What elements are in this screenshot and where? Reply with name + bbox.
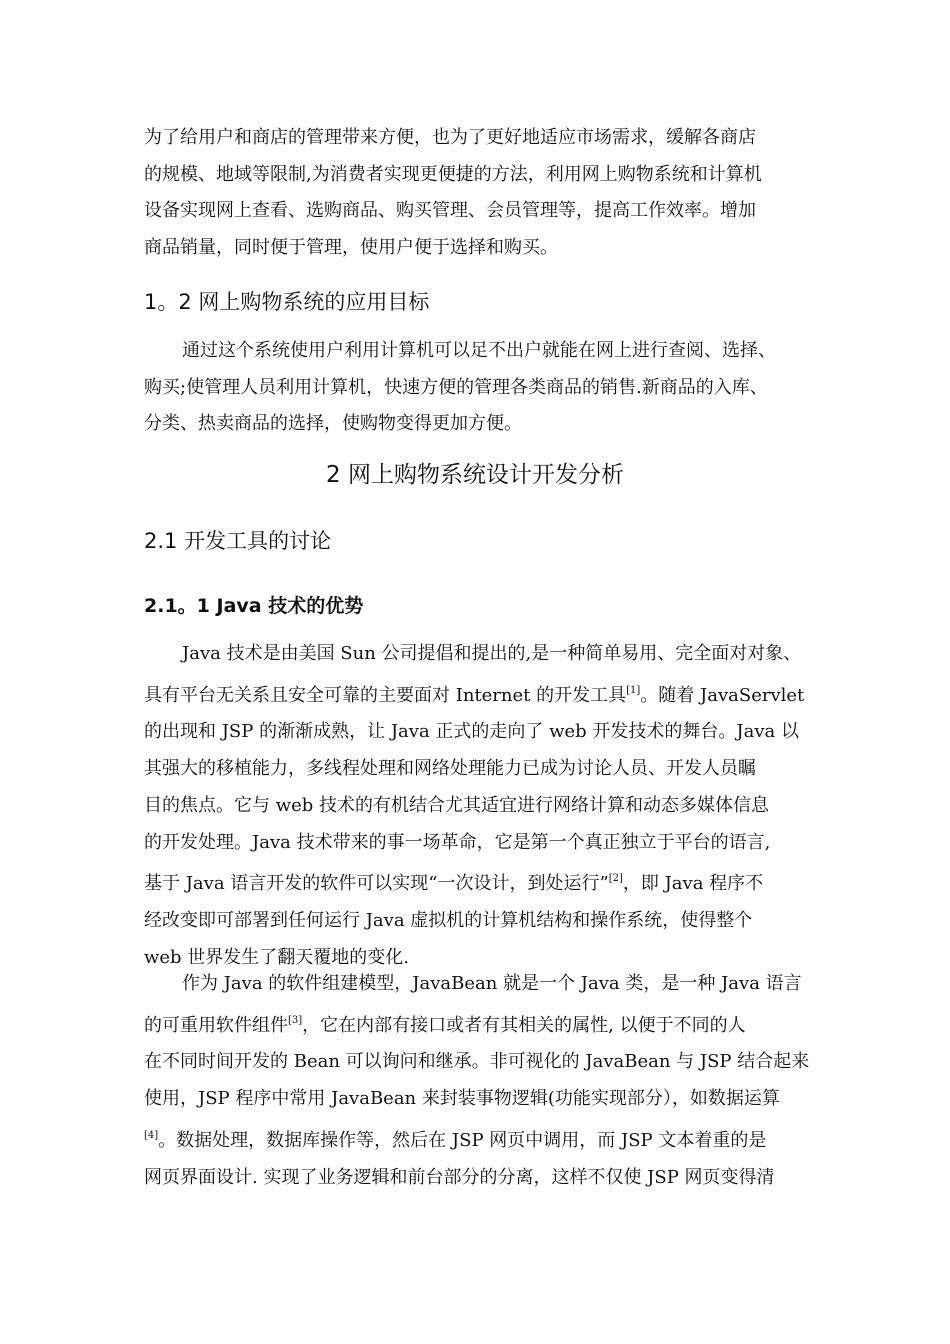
text-line: 具有平台无关系且安全可靠的主要面对 Internet 的开发工具[1]。随着 JavaServlet (144, 684, 805, 706)
text-line: 的出现和 JSP 的渐渐成熟，让 Java 正式的走向了 web 开发技术的舞台。Java 以 (144, 721, 799, 743)
text-line: 商品销量，同时便于管理，使用户便于选择和购买。 (144, 237, 558, 259)
intro-paragraph (144, 120, 824, 267)
chapter-heading-2: 2 网上购物系统设计开发分析 (326, 462, 624, 488)
section-1-2-paragraph (144, 333, 824, 443)
text-line: 通过这个系统使用户利用计算机可以足不出户就能在网上进行查阅、选择、 (182, 340, 776, 361)
text-line: 使用，JSP 程序中常用 JavaBean 来封装事物逻辑(功能实现部分），如数据运算 (144, 1088, 780, 1110)
text-line: web 世界发生了翻天覆地的变化. (144, 946, 410, 968)
section-heading-2-1: 2.1 开发工具的讨论 (144, 529, 332, 553)
text-line: 经改变即可部署到任何运行 Java 虚拟机的计算机结构和操作系统，使得整个 (144, 909, 753, 931)
text-line: 作为 Java 的软件组建模型，JavaBean 就是一个 Java 类，是一种 Java 语言 (182, 973, 802, 994)
citation-3: [3] (288, 1014, 303, 1026)
text-line: Java 技术是由美国 Sun 公司提倡和提出的,是一种简单易用、完全面对对象、 (182, 643, 802, 664)
text-line: 基于 Java 语言开发的软件可以实现“一次设计，到处运行”[2]，即 Java 程序不 (144, 873, 764, 895)
text-line: 的开发处理。Java 技术带来的事一场革命，它是第一个真正独立于平台的语言, (144, 831, 771, 853)
text-line: 设备实现网上查看、选购商品、购买管理、会员管理等，提高工作效率。增加 (144, 200, 756, 222)
text-line: 目的焦点。它与 web 技术的有机结合尤其适宜进行网络计算和动态多媒体信息 (144, 794, 770, 816)
citation-2: [2] (608, 873, 623, 885)
text-line: [4]。数据处理，数据库操作等，然后在 JSP 网页中调用，而 JSP 文本着重的是 (144, 1129, 767, 1151)
text-line: 为了给用户和商店的管理带来方便，也为了更好地适应市场需求，缓解各商店 (144, 127, 756, 148)
section-heading-2-1-1: 2.1。1 Java 技术的优势 (144, 595, 364, 617)
citation-4: [4] (144, 1129, 159, 1141)
section-heading-1-2: 1。2 网上购物系统的应用目标 (144, 290, 430, 314)
text-line: 的可重用软件组件[3]，它在内部有接口或者有其相关的属性, 以便于不同的人 (144, 1014, 746, 1036)
java-advantage-paragraph (144, 636, 824, 976)
citation-1: [1] (626, 684, 641, 696)
text-line: 的规模、地域等限制,为消费者实现更便捷的方法，利用网上购物系统和计算机 (144, 163, 762, 185)
text-line: 在不同时间开发的 Bean 可以询问和继承。非可视化的 JavaBean 与 JSP 结合起来 (144, 1051, 810, 1073)
text-line: 购买;使管理人员利用计算机，快速方便的管理各类商品的销售.新商品的入库、 (144, 376, 768, 398)
text-line: 分类、热卖商品的选择，使购物变得更加方便。 (144, 413, 522, 435)
text-line: 其强大的移植能力，多线程处理和网络处理能力已成为讨论人员、开发人员瞩 (144, 758, 756, 780)
text-line: 网页界面设计. 实现了业务逻辑和前台部分的分离，这样不仅使 JSP 网页变得清 (144, 1166, 775, 1188)
javabean-paragraph (144, 966, 824, 1196)
